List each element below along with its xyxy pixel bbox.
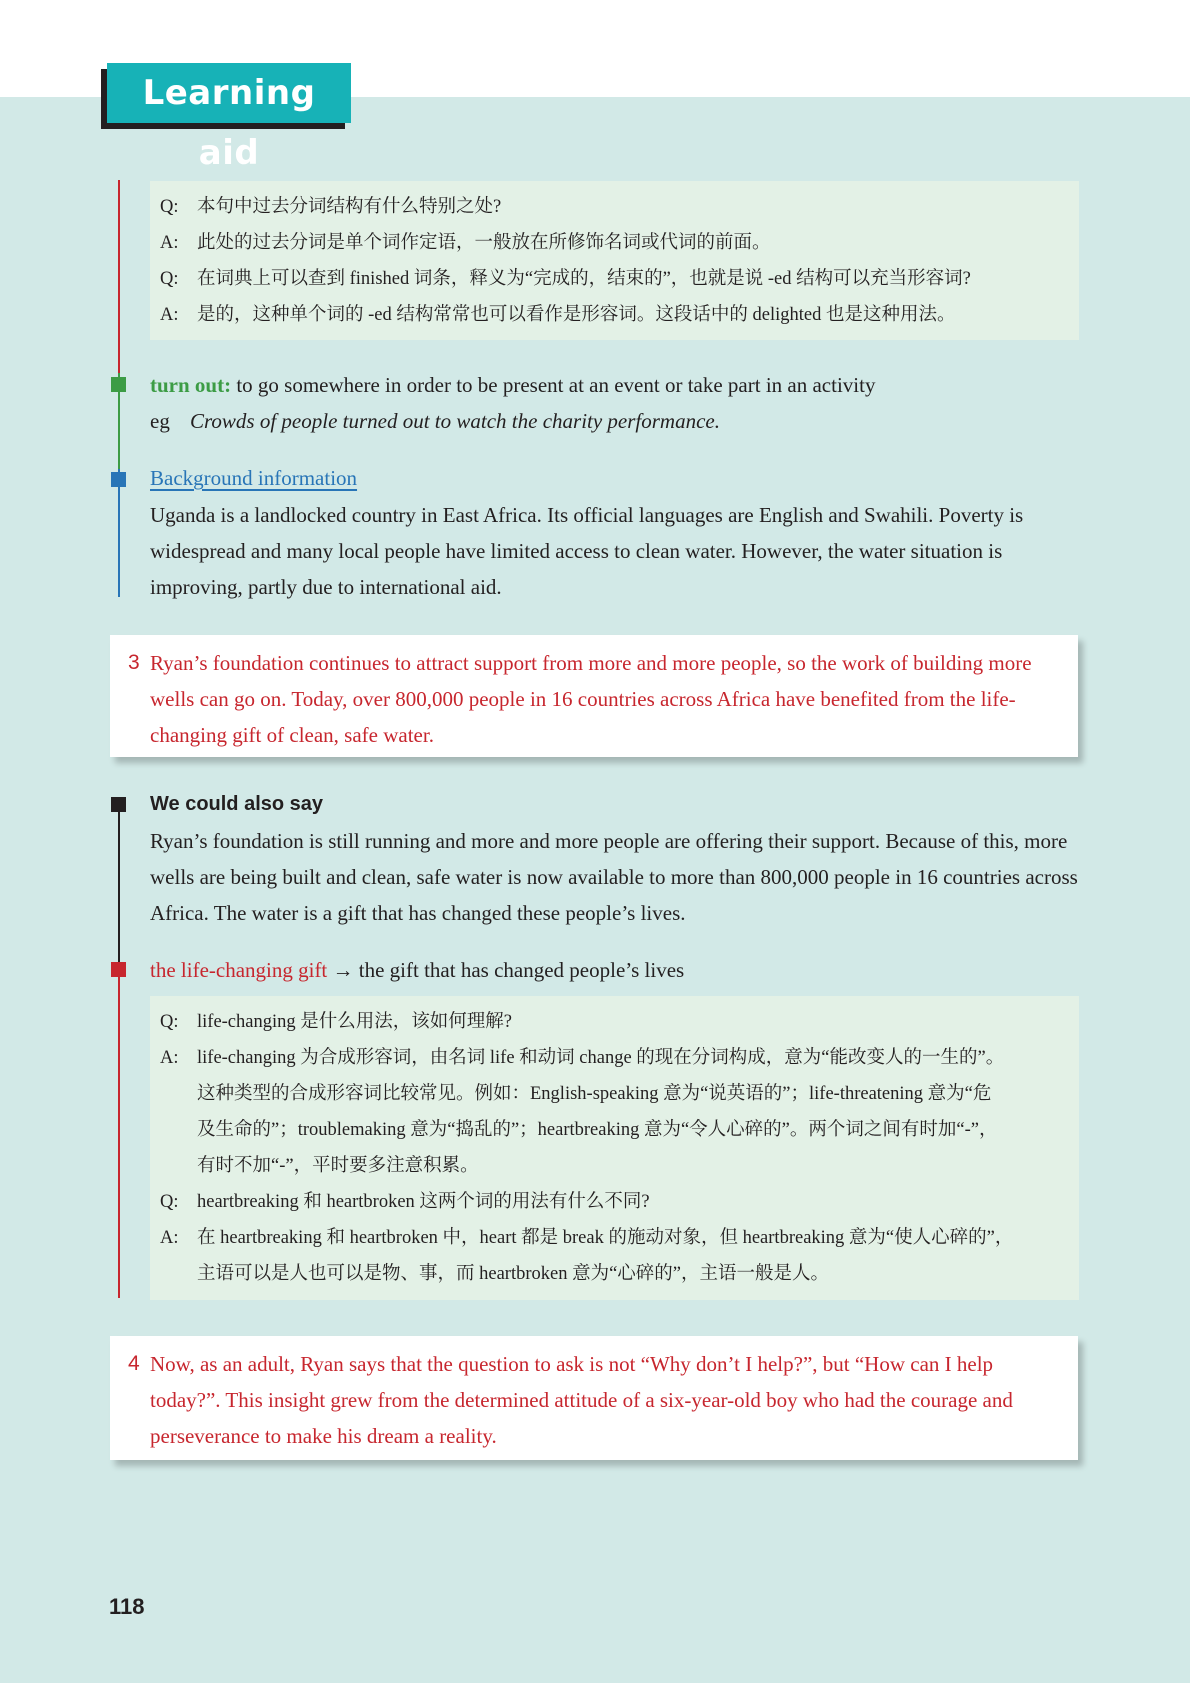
qa-text-cont: 有时不加“-”，平时要多注意积累。 <box>197 1156 479 1176</box>
background-information <box>150 460 1080 605</box>
vocab-term: the life-changing gift <box>150 958 328 982</box>
qa-box-2 <box>150 996 1079 1300</box>
qa-row <box>160 1004 1065 1040</box>
qa-row <box>160 189 1065 225</box>
qa-text: 本句中过去分词结构有什么特别之处? <box>197 197 502 217</box>
example-line <box>150 403 1080 439</box>
qa-row <box>160 1184 1065 1220</box>
vocab-entry-life-changing <box>150 952 1080 988</box>
page-title: Learning aid <box>107 63 351 123</box>
qa-text: 此处的过去分词是单个词作定语，一般放在所修饰名词或代词的前面。 <box>197 233 771 253</box>
blue-margin-line <box>118 469 120 597</box>
red-square-marker <box>111 962 126 977</box>
arrow: → <box>327 958 359 982</box>
could-also-say <box>150 786 1080 931</box>
paragraph-number: 3 <box>128 651 140 674</box>
vocab-definition-line <box>150 367 1080 403</box>
paragraph-number: 4 <box>128 1352 140 1375</box>
qa-row <box>160 297 1065 333</box>
qa-text: life-changing 为合成形容词，由名词 life 和动词 change 的现在分词构成，意为“能改变人的一生的”。 <box>197 1048 1005 1068</box>
paragraph-3-box <box>110 635 1078 757</box>
could-also-say-title: We could also say <box>150 793 324 815</box>
green-square-marker <box>111 377 126 392</box>
qa-label: Q: <box>160 269 179 289</box>
black-square-marker <box>111 797 126 812</box>
red-margin-line <box>118 180 120 373</box>
example-sentence: Crowds of people turned out to watch the charity performance. <box>190 409 720 433</box>
qa-label: A: <box>160 1228 179 1248</box>
qa-row <box>160 225 1065 261</box>
black-margin-line <box>118 797 120 968</box>
paragraph-4-box <box>110 1336 1078 1460</box>
qa-text: 在词典上可以查到 finished 词条，释义为“完成的，结束的”，也就是说 -ed 结构可以充当形容词? <box>197 269 971 289</box>
qa-text: life-changing 是什么用法，该如何理解? <box>197 1012 512 1032</box>
paragraph-text: Ryan’s foundation continues to attract support from more and more people, so the work of building more wells can go on. Today, over 800,000 people in 16 countries across Africa have benefited from the life-changing gift of clean, safe water. <box>150 651 1032 747</box>
qa-label: Q: <box>160 1192 179 1212</box>
qa-box-1 <box>150 181 1079 340</box>
vocab-definition: to go somewhere in order to be present at an event or take part in an activity <box>231 373 876 397</box>
qa-text-cont: 主语可以是人也可以是物、事，而 heartbroken 意为“心碎的”，主语一般是人。 <box>197 1264 830 1284</box>
page-number: 118 <box>109 1594 145 1619</box>
eg-label: eg <box>150 409 170 433</box>
background-title: Background information <box>150 466 358 490</box>
qa-text: 是的，这种单个词的 -ed 结构常常也可以看作是形容词。这段话中的 delighted 也是这种用法。 <box>197 305 956 325</box>
qa-text-cont: 这种类型的合成形容词比较常见。例如：English-speaking 意为“说英语的”；life-threatening 意为“危 <box>197 1084 992 1104</box>
background-text: Uganda is a landlocked country in East Africa. Its official languages are English and Swahili. Poverty is widespread and many local people have limited access to clean water. However, the water situation is improving, partly due to international aid. <box>150 503 1024 599</box>
qa-text-cont: 及生命的”；troublemaking 意为“捣乱的”；heartbreaking 意为“令人心碎的”。两个词之间有时加“-”， <box>197 1120 998 1140</box>
qa-label: Q: <box>160 1012 179 1032</box>
blue-square-marker <box>111 472 126 487</box>
red-margin-line-2 <box>118 968 120 1298</box>
vocab-meaning: the gift that has changed people’s lives <box>358 958 685 982</box>
qa-row <box>160 261 1065 297</box>
qa-row <box>160 1220 1065 1256</box>
qa-text: 在 heartbreaking 和 heartbroken 中，heart 都是 break 的施动对象，但 heartbreaking 意为“使人心碎的”， <box>197 1228 1014 1248</box>
qa-row <box>160 1040 1065 1076</box>
qa-text: heartbreaking 和 heartbroken 这两个词的用法有什么不同? <box>197 1192 650 1212</box>
vocab-entry-turn-out <box>150 367 1080 439</box>
qa-label: A: <box>160 233 179 253</box>
qa-label: Q: <box>160 197 179 217</box>
qa-label: A: <box>160 305 179 325</box>
vocab-term: turn out: <box>150 373 232 397</box>
qa-label: A: <box>160 1048 179 1068</box>
paragraph-text: Now, as an adult, Ryan says that the question to ask is not “Why don’t I help?”, but “How can I help today?”. This insight grew from the determined attitude of a six-year-old boy who had the courage and perseverance to make his dream a reality. <box>150 1352 1013 1448</box>
could-also-say-text: Ryan’s foundation is still running and more and more people are offering their support. Because of this, more wells are being built and clean, safe water is now available to more than 800,000 people in 16 countries across Africa. The water is a gift that has changed these people’s lives. <box>150 829 1078 925</box>
